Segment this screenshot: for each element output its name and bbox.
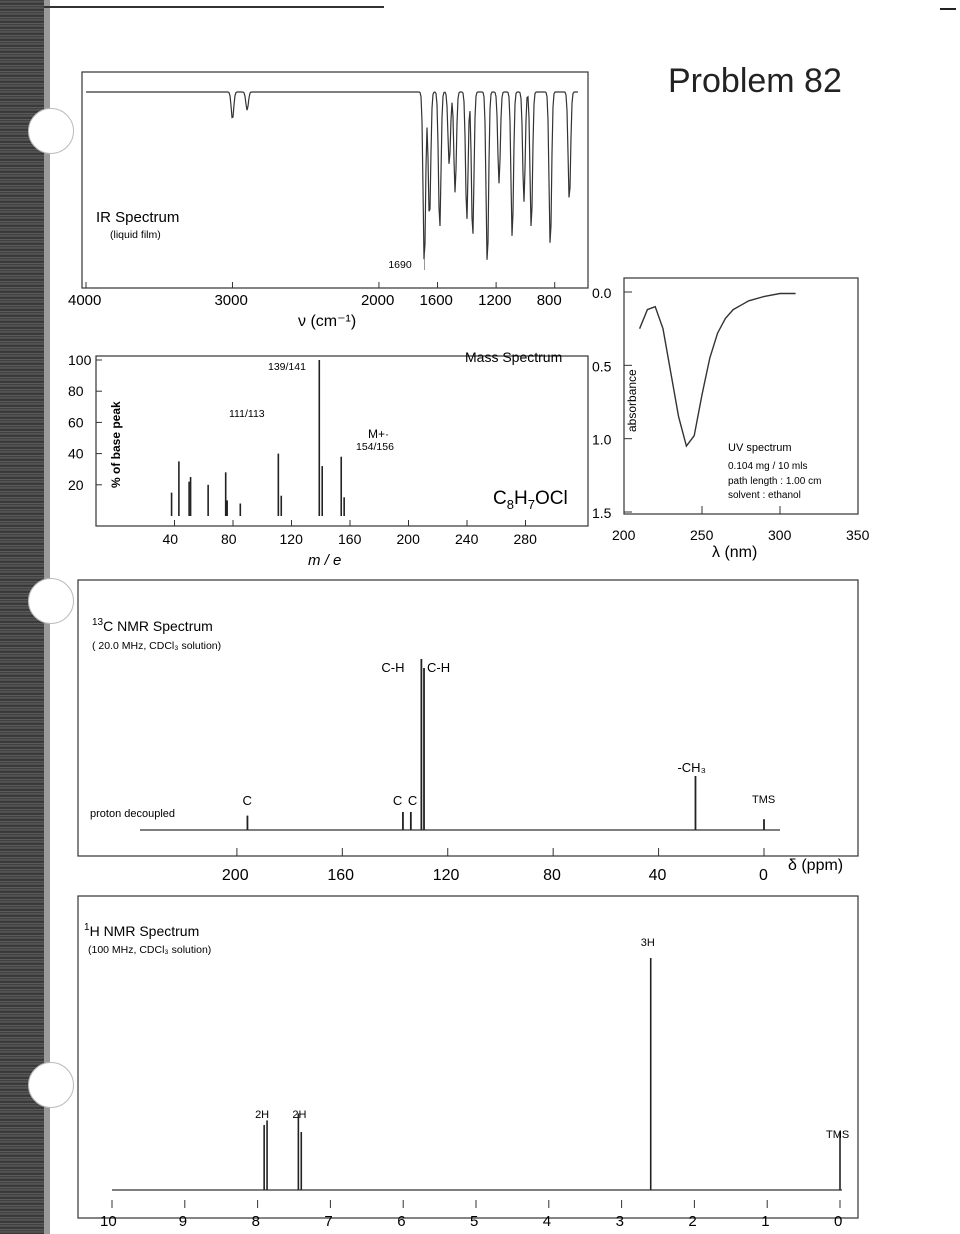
uv-x-axis-ticks [612,506,870,543]
c13-xtick-label-0: 0 [759,867,768,884]
c13-peak-label-0: C [242,793,252,808]
uv-ylabel: absorbance [625,369,639,432]
ir-title: IR Spectrum [96,209,180,226]
ir-tick-label-800: 800 [536,292,562,309]
problem-title: Problem 82 [668,62,842,100]
ir-axis-ticks [68,252,562,309]
ir-xlabel: ν (cm⁻¹) [298,313,357,330]
h1-panel [78,896,858,1230]
c13-peak-label-3: C-H [381,660,405,675]
c13-side-label: proton decoupled [90,808,176,820]
h1-xtick-label-1: 1 [761,1213,770,1230]
uv-ytick-label-0.0: 0.0 [592,285,612,301]
ir-tick-label-2000: 2000 [360,292,395,309]
ms-y-axis-ticks [68,352,102,493]
ir-frame [82,72,588,288]
h1-x-axis-ticks [100,1200,842,1230]
ms-ytick-label-60: 60 [68,414,84,431]
uv-xlabel: λ (nm) [712,544,758,561]
c13-peak-label-1: C [392,793,403,808]
h1-peak-label-1: 2H [255,1109,270,1121]
h1-xtick-label-6: 6 [397,1213,406,1230]
ms-ytick-label-80: 80 [68,383,84,400]
h1-xtick-label-7: 7 [324,1213,333,1230]
c13-xtick-label-200: 200 [221,867,249,884]
ir-subtitle: (liquid film) [110,229,161,241]
ms-ytick-label-40: 40 [68,445,84,462]
uv-curve [640,294,796,447]
h1-title: $^1$H NMR Spectrum [84,922,200,939]
ir-tick-label-1200: 1200 [478,292,512,309]
ms-xtick-label-280: 280 [513,531,537,547]
ir-tick-label-3000: 3000 [214,292,248,309]
c13-x-axis-ticks [222,848,768,884]
uv-xtick-label-350: 350 [846,527,870,543]
ms-panel [68,349,588,569]
ir-tick-label-1600: 1600 [419,292,453,309]
c13-panel [78,580,858,884]
c13-peak-label-2: C [407,793,418,808]
c13-xtick-label-120: 120 [432,867,460,884]
ir-tick-label-4000: 4000 [68,292,102,309]
uv-xtick-label-200: 200 [612,527,636,543]
uv-note-concentration: 0.104 mg / 10 mls [728,461,808,472]
ms-title: Mass Spectrum [465,349,563,365]
c13-peak-label-6: TMS [752,794,776,806]
uv-ytick-label-1.5: 1.5 [592,505,612,521]
ms-xtick-label-120: 120 [279,531,303,547]
ms-xtick-label-40: 40 [162,531,179,547]
uv-note-path-length: path length : 1.00 cm [728,476,822,487]
c13-trace-group [140,659,780,830]
ms-formula: $C_8H_7OCl$ [493,488,568,512]
h1-trace-group [112,937,849,1190]
uv-xtick-label-250: 250 [690,527,714,543]
ms-xlabel: m / e [308,552,342,569]
c13-peak-label-5: -CH₃ [677,760,706,775]
c13-peak-label-4: C-H [427,660,451,675]
uv-note-solvent: solvent : ethanol [728,490,801,501]
ms-xtick-label-240: 240 [455,531,479,547]
h1-peak-label-2: 2H [292,1109,307,1121]
uv-title: UV spectrum [728,442,792,454]
h1-peak-label-4: 3H [640,937,655,949]
ms-ytick-label-20: 20 [68,476,84,493]
uv-ytick-label-0.5: 0.5 [592,358,612,375]
c13-xtick-label-40: 40 [648,867,667,884]
h1-xtick-label-4: 4 [542,1213,552,1230]
h1-peak-label-5: TMS [826,1129,850,1141]
ms-xtick-label-80: 80 [221,531,237,547]
uv-ytick-label-1.0: 1.0 [592,431,612,448]
ir-annotation-1690: 1690 [388,259,412,271]
ms-xtick-label-160: 160 [338,531,362,547]
ms-x-axis-ticks [163,520,538,547]
h1-xtick-label-0: 0 [834,1213,843,1230]
h1-xtick-label-2: 2 [688,1213,697,1230]
uv-xtick-label-300: 300 [768,527,792,543]
c13-title: $^{13}$C NMR Spectrum [92,617,213,634]
h1-xtick-label-3: 3 [615,1213,624,1230]
ms-label-molecular-ion: M+· [368,427,389,441]
h1-xtick-label-5: 5 [470,1213,479,1230]
ms-label-111: 111/113 [229,408,265,420]
h1-xtick-label-9: 9 [178,1213,188,1230]
ms-label-154: 154/156 [356,441,394,453]
ms-peaks-group [172,360,345,516]
h1-subtitle: (100 MHz, CDCl₃ solution) [88,944,212,956]
c13-xlabel: δ (ppm) [788,857,844,874]
ms-xtick-label-200: 200 [396,531,420,547]
c13-xtick-label-80: 80 [543,867,561,884]
ms-label-139: 139/141 [268,361,306,373]
ms-ylabel: % of base peak [109,401,123,488]
c13-xtick-label-160: 160 [327,867,355,884]
ir-panel [68,72,588,330]
h1-xtick-label-10: 10 [100,1213,117,1230]
h1-xtick-label-8: 8 [251,1213,260,1230]
uv-panel [592,278,870,561]
ms-ytick-label-100: 100 [68,352,92,368]
c13-subtitle: ( 20.0 MHz, CDCl₃ solution) [92,640,222,652]
